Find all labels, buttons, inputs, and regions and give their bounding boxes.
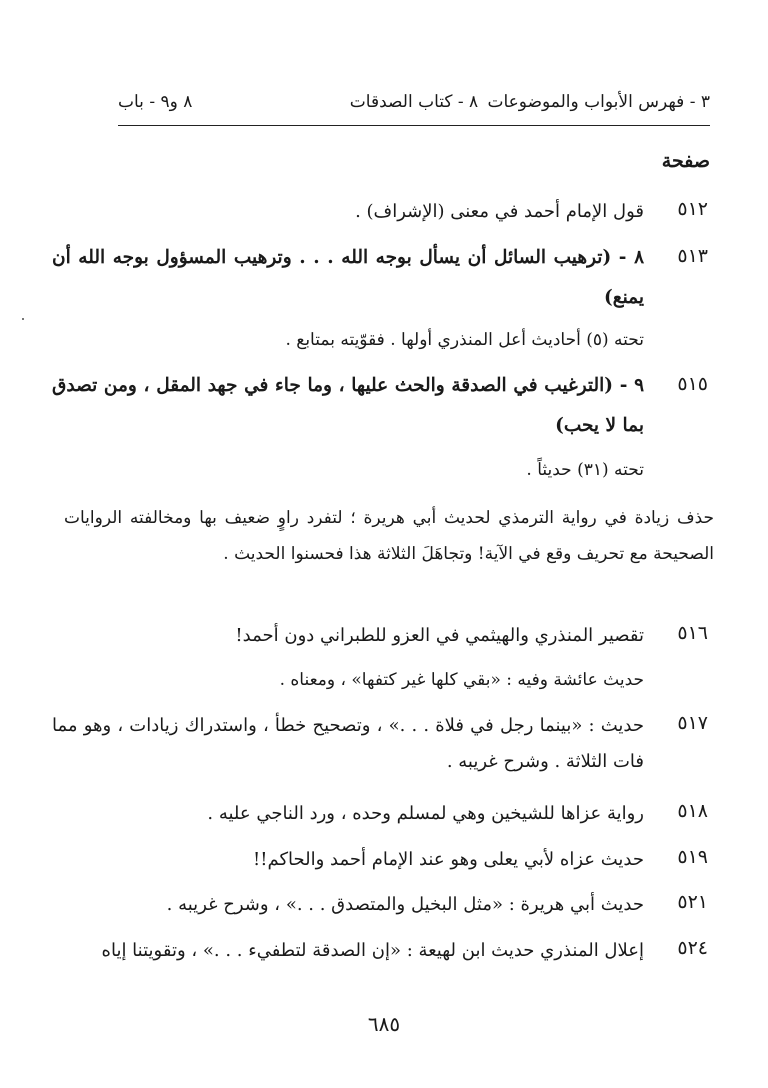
header-divider [118, 125, 710, 126]
entry-text: قول الإمام أحمد في معنى (الإشراف) . [355, 201, 644, 222]
entry-page-number: ٥٢١ [677, 891, 708, 913]
margin-speck [22, 318, 24, 320]
header-chapter-range: ٨ و٩ - باب [118, 92, 193, 112]
entry-text: حديث عزاه لأبي يعلى وهو عند الإمام أحمد والحاكم!! [253, 849, 644, 870]
entry-page-number: ٥١٣ [677, 245, 708, 267]
running-header [118, 92, 710, 122]
page-number: ٦٨٥ [367, 1012, 401, 1036]
entry-text: حديث : «بينما رجل في فلاة . . .» ، وتصحيح خطأ ، واستدراك زيادات ، وهو مما فات الثلاثة . وشرح غريبه . [52, 715, 644, 772]
entry-text: تقصير المنذري والهيثمي في العزو للطبراني دون أحمد! [235, 625, 644, 646]
page-column-label: صفحة [661, 150, 710, 172]
entry-text: رواية عزاها للشيخين وهي لمسلم وحده ، ورد الناجي عليه . [207, 803, 644, 824]
entry-page-number: ٥١٥ [677, 373, 708, 395]
entry-page-number: ٥١٢ [677, 198, 708, 220]
entry-note: حديث عائشة وفيه : «بقي كلها غير كتفها» ، ومعناه . [279, 670, 644, 690]
entry-page-number: ٥١٩ [677, 846, 708, 868]
entry-page-number: ٥٢٤ [677, 937, 708, 959]
entry-note: تحته (٥) أحاديث أعل المنذري أولها . فقوّيته بمتابع . [285, 330, 644, 350]
entry-text: إعلال المنذري حديث ابن لهيعة : «إن الصدقة لتطفيء . . .» ، وتقويتنا إياه [101, 940, 644, 961]
header-book-title: ٨ - كتاب الصدقات [349, 92, 479, 112]
entry-page-number: ٥١٦ [677, 622, 708, 644]
entry-page-number: ٥١٧ [677, 712, 708, 734]
chapter-heading: ٨ - (ترهيب السائل أن يسأل بوجه الله . . . وترهيب المسؤول بوجه الله أن يمنع) [52, 247, 644, 308]
header-section-title: ٣ - فهرس الأبواب والموضوعات [487, 92, 710, 112]
entry-text: حديث أبي هريرة : «مثل البخيل والمتصدق . . .» ، وشرح غريبه . [166, 894, 644, 915]
commentary-paragraph: حذف زيادة في رواية الترمذي لحديث أبي هريرة ؛ لتفرد راوٍ ضعيف بها ومخالفته الروايات الصحيحة مع تحريف وقع في الآية! وتجاهَلَ الثلاثة هذا فحسنوا الحديث . [64, 508, 714, 564]
chapter-heading: ٩ - (الترغيب في الصدقة والحث عليها ، وما جاء في جهد المقل ، ومن تصدق بما لا يحب) [52, 375, 644, 436]
entry-note: تحته (٣١) حديثاً . [526, 460, 644, 480]
entry-page-number: ٥١٨ [677, 800, 708, 822]
